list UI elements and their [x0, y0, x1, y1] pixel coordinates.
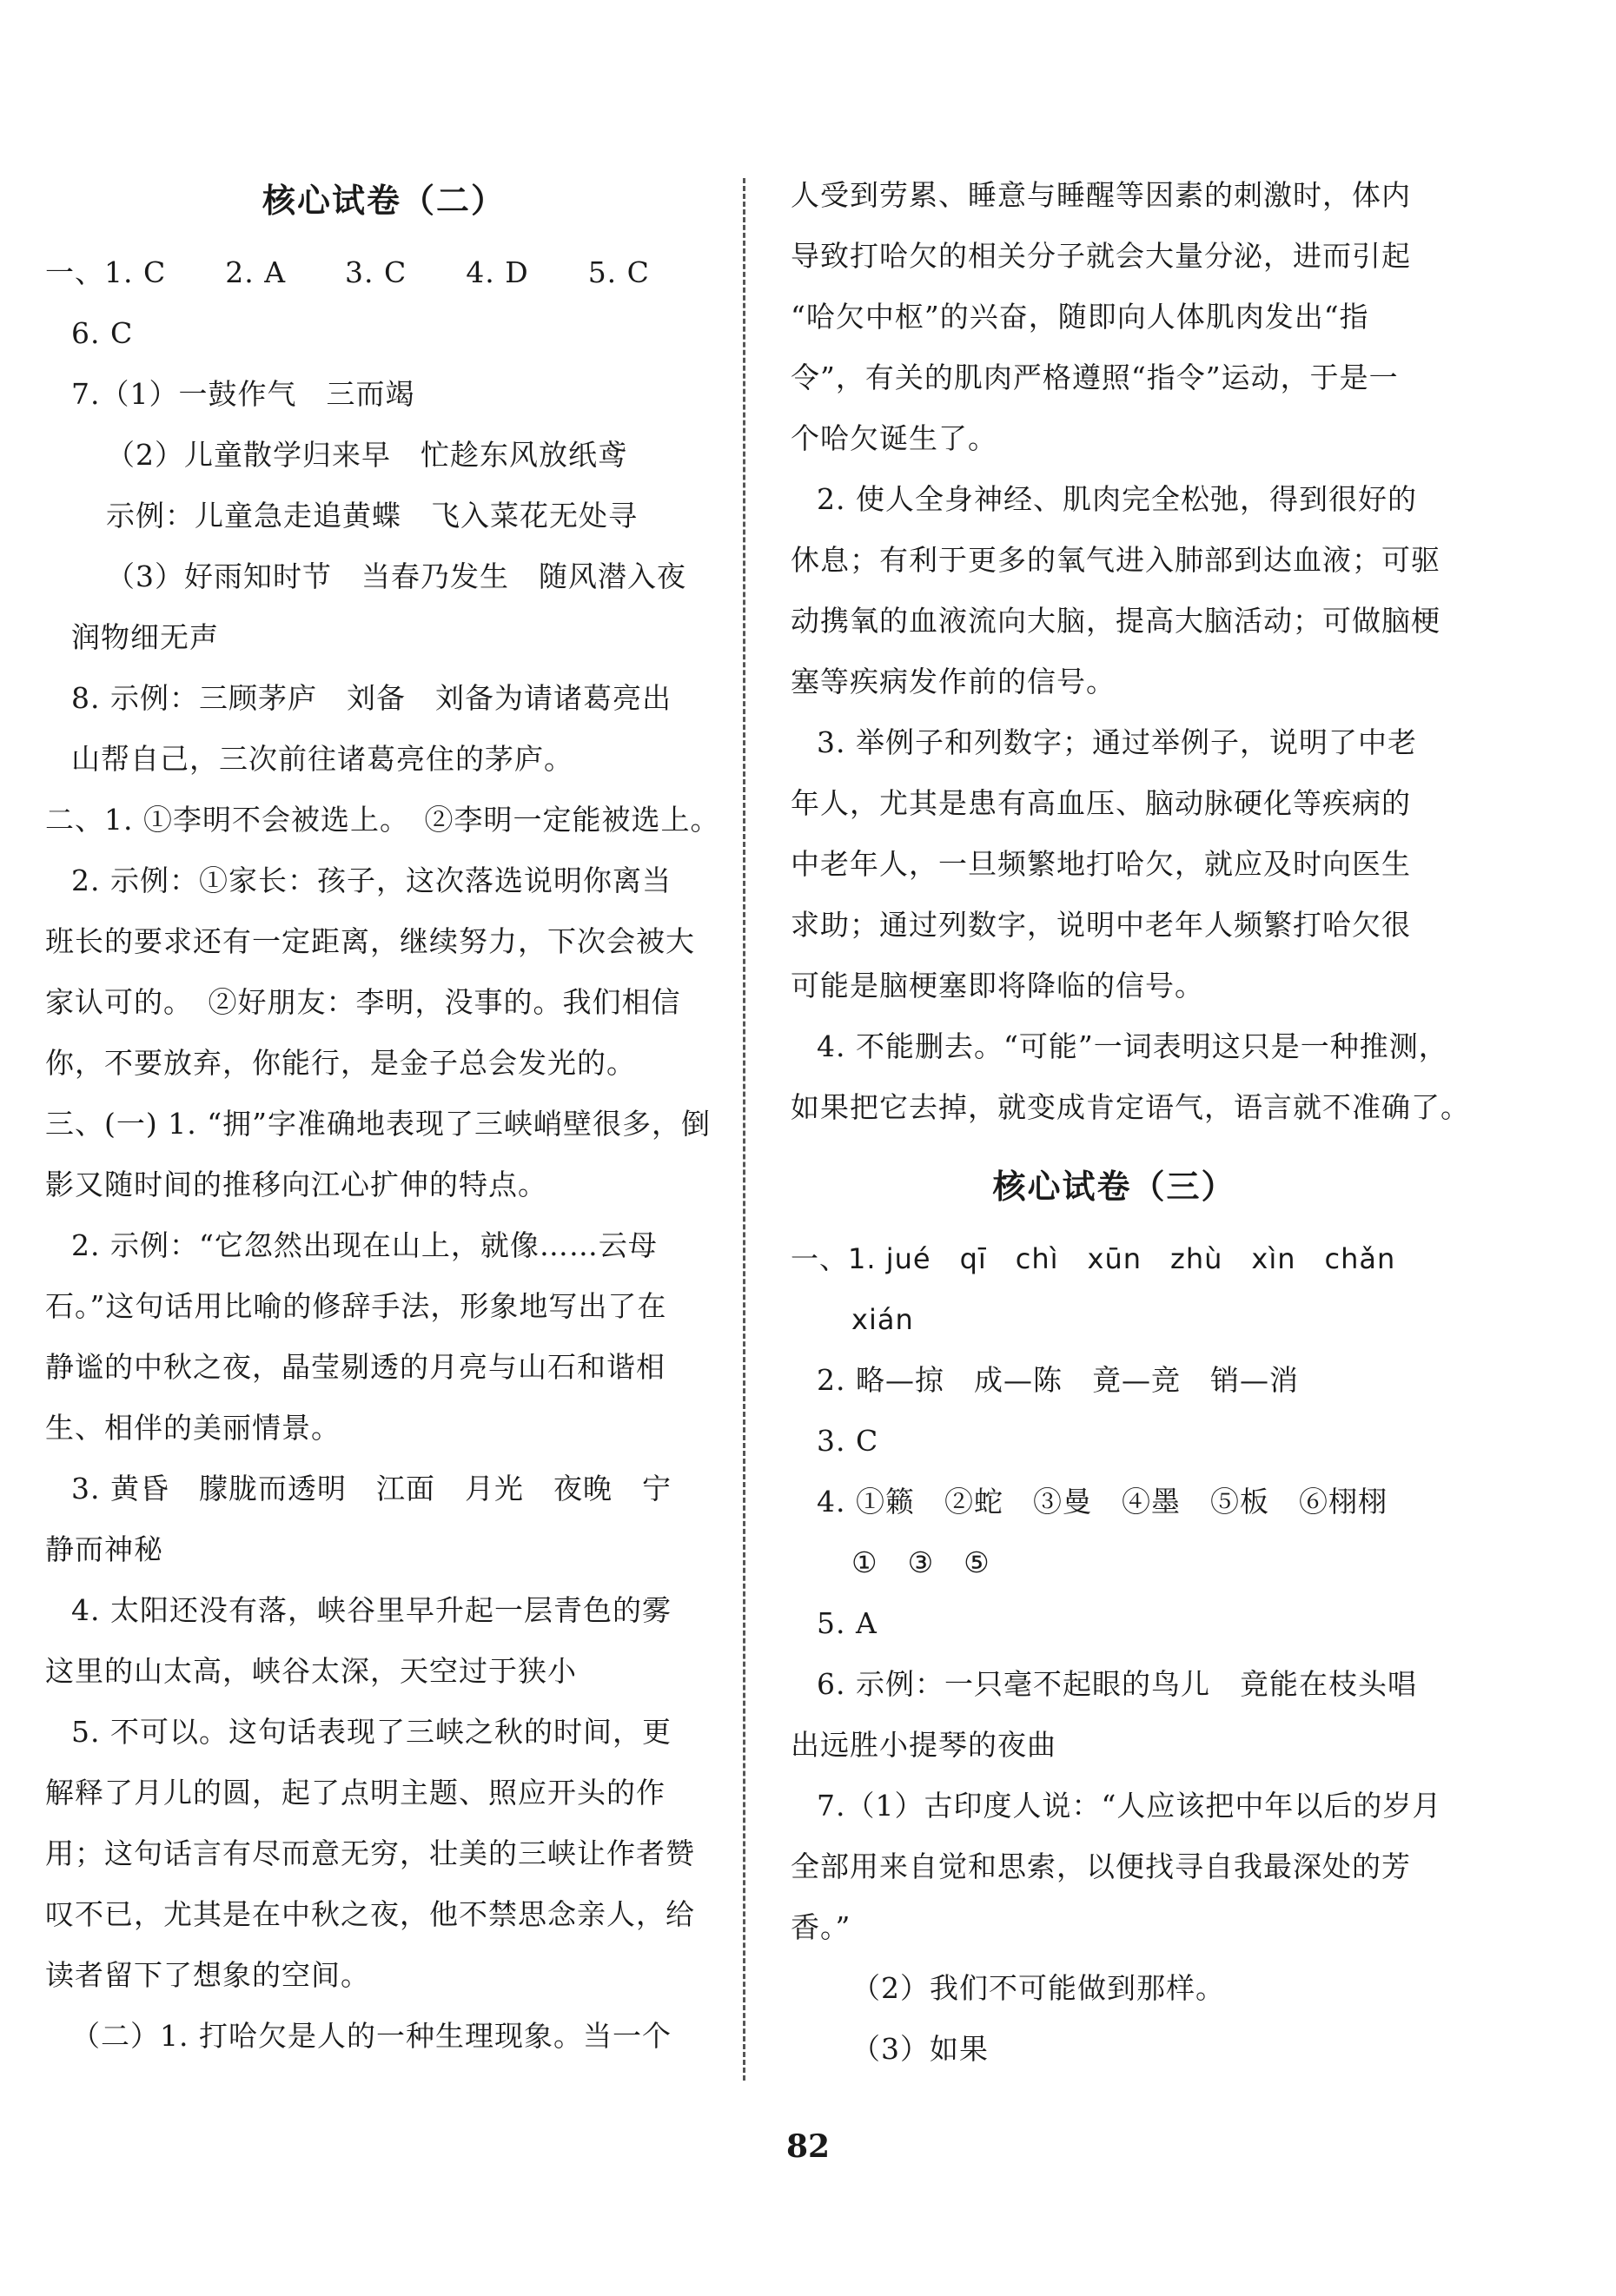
answer-line: 3. C [817, 1424, 879, 1458]
section-title-3: 核心试卷（三） [992, 1167, 1236, 1206]
answer-line: 7.（1）古印度人说：“人应该把中年以后的岁月 [817, 1789, 1442, 1823]
answer-line: 用；这句话言有尽而意无穷，壮美的三峡让作者赞 [45, 1836, 695, 1870]
left-column [45, 169, 723, 2067]
answer-line: （二）1. 打哈欠是人的一种生理现象。当一个 [71, 2019, 672, 2053]
answer-line: 山帮自己，三次前往诸葛亮住的茅庐。 [71, 742, 573, 776]
answer-line: 7.（1）一鼓作气 三而竭 [71, 377, 415, 411]
answer-line: 中老年人，一旦频繁地打哈欠，就应及时向医生 [791, 847, 1411, 881]
answer-line: ① ③ ⑤ [851, 1545, 990, 1579]
answer-line: 示例：儿童急走追黄蝶 飞入菜花无处寻 [106, 499, 638, 533]
answer-line: （3）好雨知时节 当春乃发生 随风潜入夜 [106, 559, 686, 593]
answer-line: （2）儿童散学归来早 忙趁东风放纸鸢 [106, 438, 627, 472]
answer-line: （2）我们不可能做到那样。 [851, 1971, 1225, 2005]
answer-line: 5. 不可以。这句话表现了三峡之秋的时间，更 [71, 1715, 672, 1749]
right-column [791, 165, 1470, 2080]
answer-line: 可能是脑梗塞即将降临的信号。 [791, 969, 1204, 1002]
answer-line: 3. 黄昏 朦胧而透明 江面 月光 夜晚 宁 [71, 1472, 672, 1505]
answer-line: 如果把它去掉，就变成肯定语气，语言就不准确了。 [791, 1090, 1470, 1124]
answer-line: 2. 示例：①家长：孩子，这次落选说明你离当 [71, 863, 672, 897]
answer-line: 影又随时间的推移向江心扩伸的特点。 [45, 1168, 547, 1201]
answer-line: 4. 不能删去。“可能”一词表明这只是一种推测， [817, 1029, 1448, 1063]
answer-line: 导致打哈欠的相关分子就会大量分泌，进而引起 [791, 239, 1411, 273]
answer-line: 个哈欠诞生了。 [791, 421, 997, 455]
answer-line: 一、1. C 2. A 3. C 4. D 5. C [45, 255, 650, 289]
answer-line: 5. A [817, 1606, 878, 1640]
answer-line: 4. 太阳还没有落，峡谷里早升起一层青色的雾 [71, 1593, 672, 1627]
answer-line: 人受到劳累、睡意与睡醒等因素的刺激时，体内 [791, 178, 1411, 212]
answer-line: 班长的要求还有一定距离，继续努力，下次会被大 [45, 924, 695, 958]
answer-line: 石。”这句话用比喻的修辞手法，形象地写出了在 [45, 1289, 667, 1323]
answer-line: 读者留下了想象的空间。 [45, 1958, 370, 1992]
answer-line: （3）如果 [851, 2032, 989, 2066]
answer-line: 生、相伴的美丽情景。 [45, 1411, 341, 1445]
answer-line: 2. 略—掠 成—陈 竟—竞 销—消 [817, 1363, 1299, 1397]
answer-line: 润物细无声 [71, 620, 219, 654]
answer-line: 你，不要放弃，你能行，是金子总会发光的。 [45, 1046, 636, 1080]
answer-line: 全部用来自觉和思索，以便找寻自我最深处的芳 [791, 1849, 1411, 1883]
answer-line: 令”，有关的肌肉严格遵照“指令”运动，于是一 [791, 361, 1399, 394]
answer-line: 解释了月儿的圆，起了点明主题、照应开头的作 [45, 1776, 666, 1810]
answer-line: 3. 举例子和列数字；通过举例子，说明了中老 [817, 725, 1417, 759]
answer-line: 三、(一) 1. “拥”字准确地表现了三峡峭壁很多，倒 [45, 1107, 711, 1141]
answer-line: 这里的山太高，峡谷太深，天空过于狭小 [45, 1654, 577, 1688]
pinyin-line: 一、1. jué qī chì xūn zhù xìn chǎn [791, 1242, 1396, 1275]
answer-line: 叹不已，尤其是在中秋之夜，他不禁思念亲人，给 [45, 1897, 695, 1931]
answer-line: 动携氧的血液流向大脑，提高大脑活动；可做脑梗 [791, 604, 1440, 638]
answer-line: 出远胜小提琴的夜曲 [791, 1728, 1056, 1762]
answer-line: 4. ①籁 ②蛇 ③曼 ④墨 ⑤板 ⑥栩栩 [817, 1485, 1388, 1519]
answer-line: 二、1. ①李明不会被选上。 ②李明一定能被选上。 [45, 803, 720, 837]
answer-line: 香。” [791, 1910, 851, 1944]
answer-line: 休息；有利于更多的氧气进入肺部到达血液；可驱 [791, 543, 1440, 577]
answer-line: 8. 示例：三顾茅庐 刘备 刘备为请诸葛亮出 [71, 681, 672, 715]
answer-line: 塞等疾病发作前的信号。 [791, 665, 1116, 698]
answer-line: 家认可的。 ②好朋友：李明，没事的。我们相信 [45, 985, 681, 1019]
pinyin-line: xián [851, 1303, 914, 1336]
section-title-2: 核心试卷（二） [262, 181, 506, 220]
answer-line: 求助；通过列数字，说明中老年人频繁打哈欠很 [791, 908, 1411, 942]
answer-line: 6. 示例：一只毫不起眼的鸟儿 竟能在枝头唱 [817, 1667, 1417, 1701]
answer-line: 静而神秘 [45, 1532, 163, 1566]
answer-line: 2. 使人全身神经、肌肉完全松弛，得到很好的 [817, 482, 1417, 516]
answer-line: 2. 示例：“它忽然出现在山上，就像……云母 [71, 1228, 658, 1262]
page-number: 82 [785, 2128, 831, 2165]
column-divider [743, 178, 745, 2081]
answer-line: 年人，尤其是患有高血压、脑动脉硬化等疾病的 [791, 786, 1411, 820]
answer-line: 静谧的中秋之夜，晶莹剔透的月亮与山石和谐相 [45, 1350, 666, 1384]
answer-line: 6. C [71, 316, 134, 350]
answer-line: “哈欠中枢”的兴奋，随即向人体肌肉发出“指 [791, 300, 1369, 334]
spacer [791, 1138, 1438, 1155]
